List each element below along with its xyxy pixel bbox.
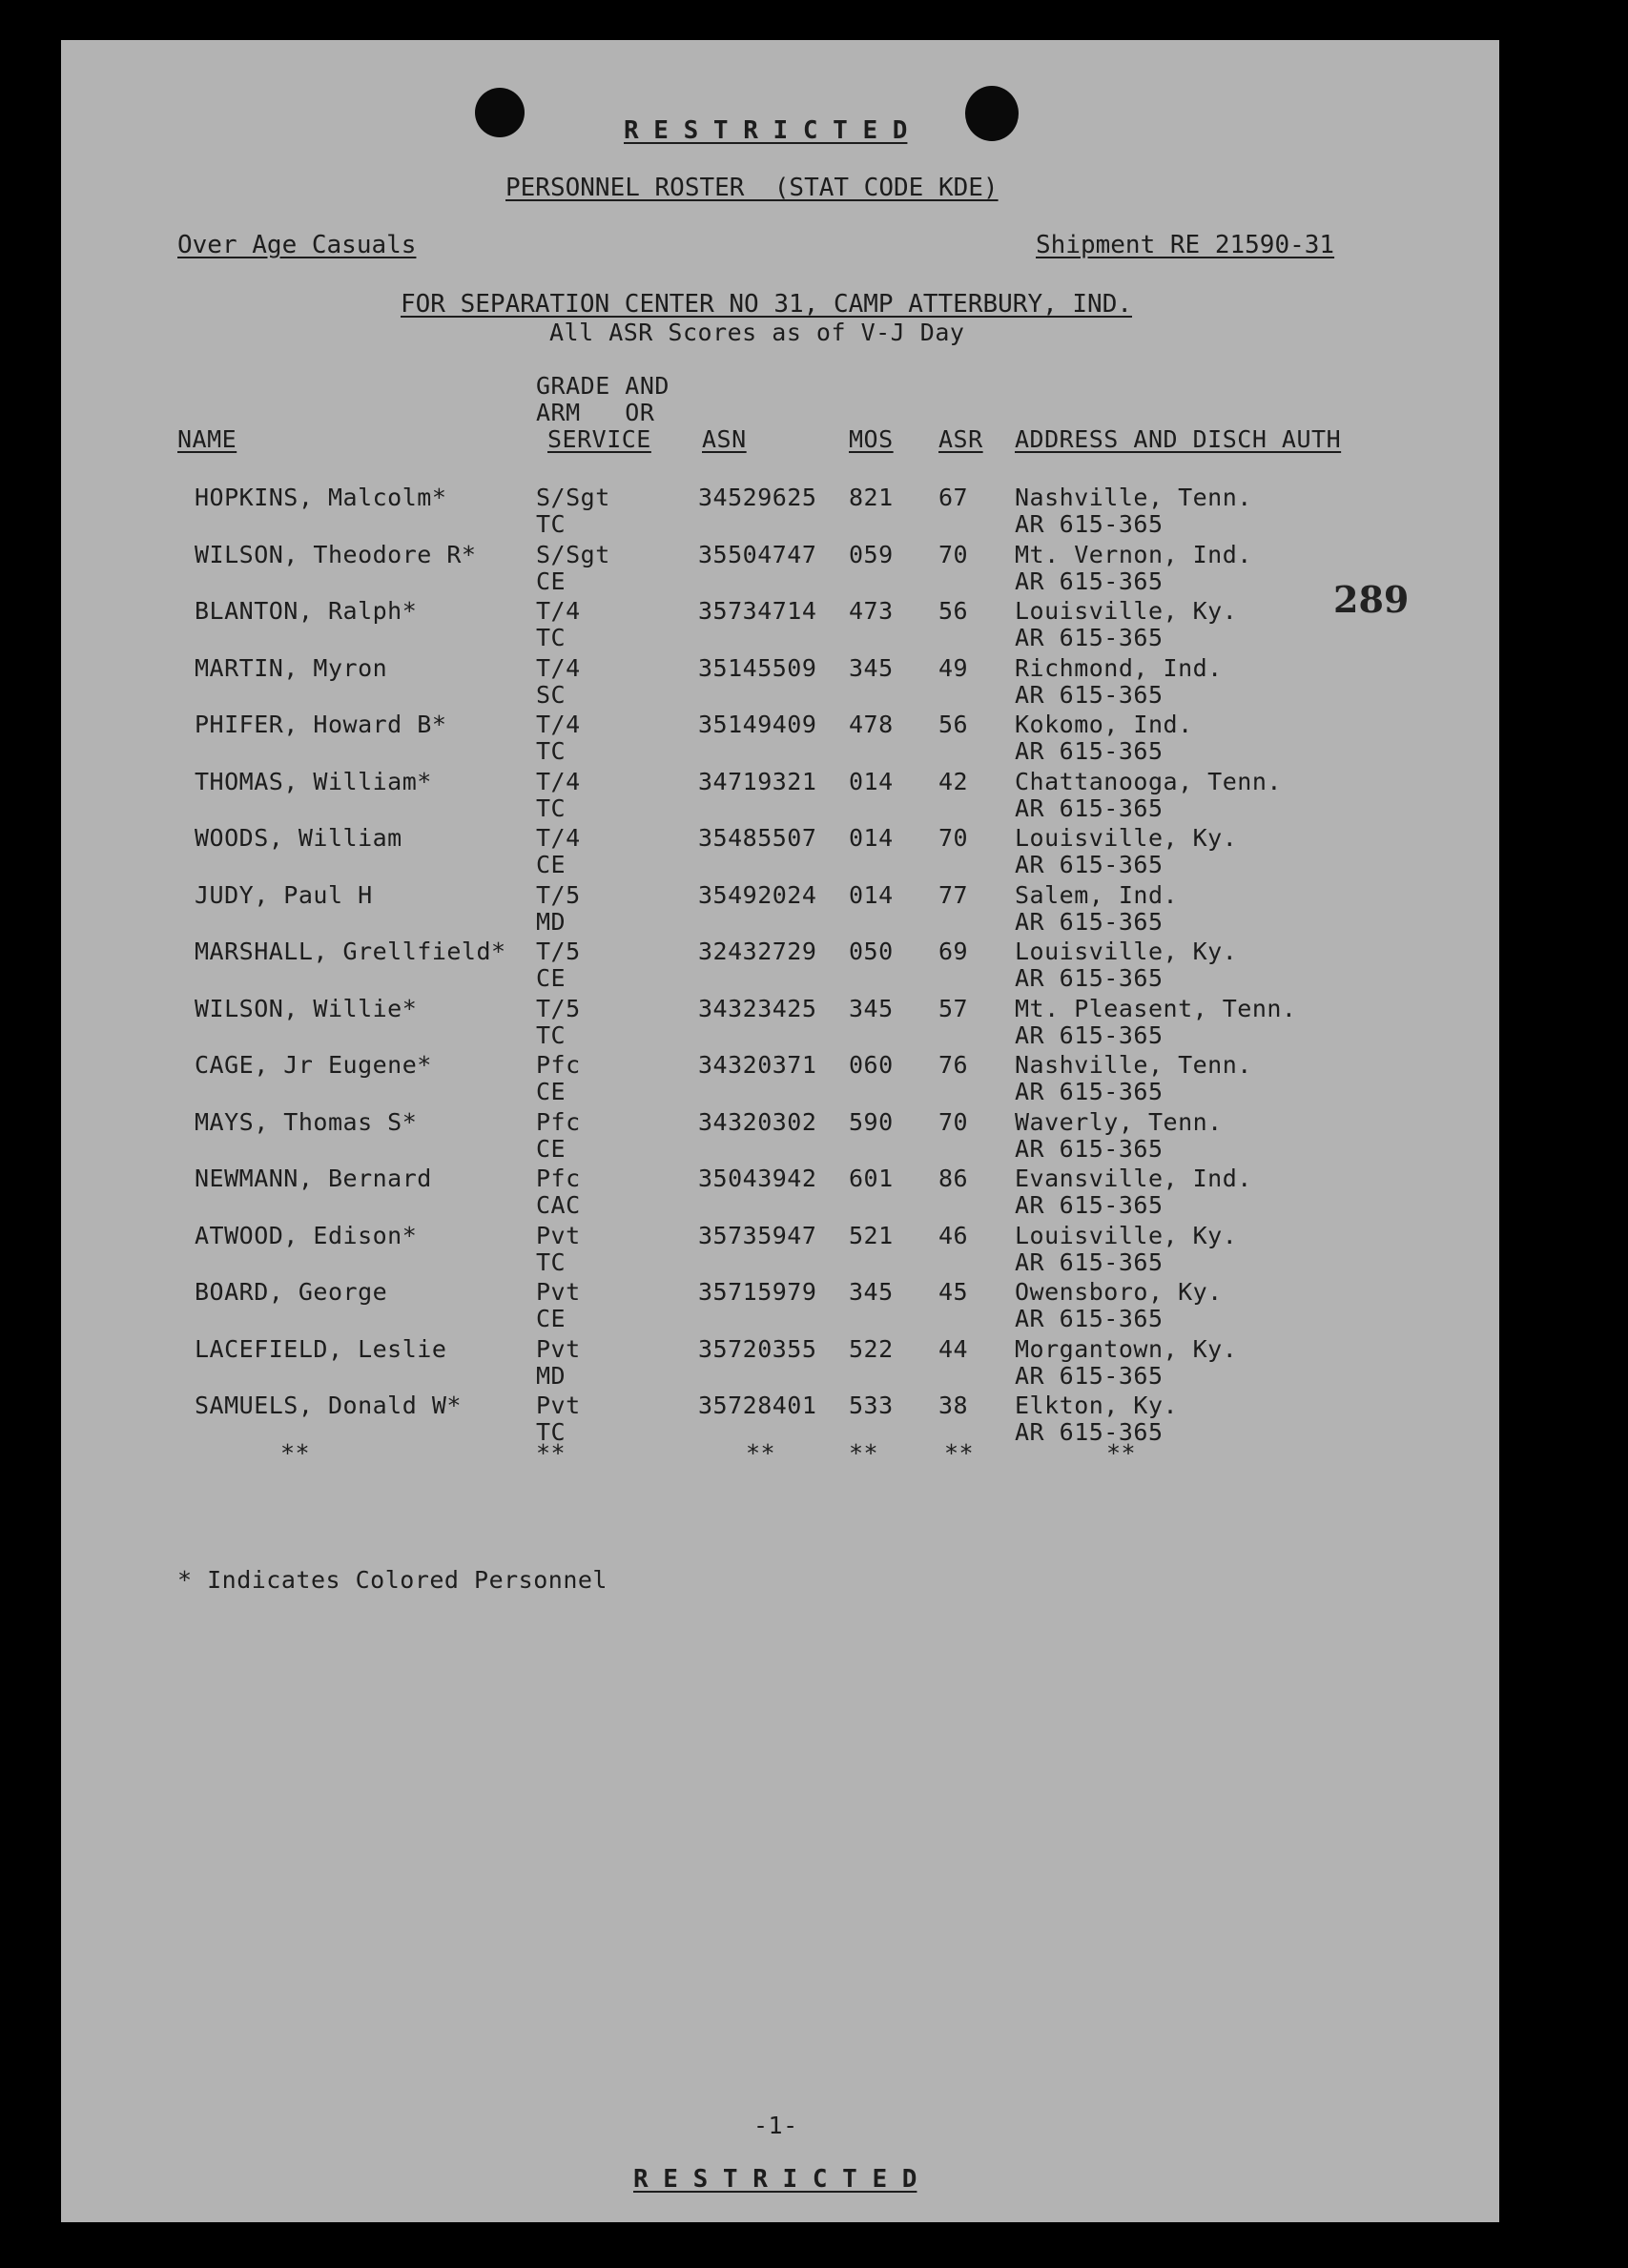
cell-auth: AR 615-365 xyxy=(1015,1361,1164,1390)
punch-hole xyxy=(475,88,525,137)
cell-name: BOARD, George xyxy=(195,1278,388,1306)
page-number: -1- xyxy=(753,2112,798,2139)
end-mark-mos: ** xyxy=(849,1438,879,1467)
column-header-asr: ASR xyxy=(938,425,983,453)
cell-mos: 050 xyxy=(849,938,894,965)
cell-asn: 35715979 xyxy=(698,1278,817,1306)
cell-auth: AR 615-365 xyxy=(1015,624,1164,651)
cell-mos: 521 xyxy=(849,1221,894,1249)
cell-arm: TC xyxy=(536,1418,567,1446)
cell-asr: 70 xyxy=(938,1107,969,1136)
cell-auth: AR 615-365 xyxy=(1015,907,1164,936)
cell-arm: TC xyxy=(536,794,567,822)
cell-auth: AR 615-365 xyxy=(1015,1247,1164,1276)
cell-name: NEWMANN, Bernard xyxy=(195,1165,432,1192)
cell-name: BLANTON, Ralph* xyxy=(195,597,418,625)
cell-name: LACEFIELD, Leslie xyxy=(195,1334,447,1363)
cell-mos: 522 xyxy=(849,1334,894,1363)
cell-asr: 69 xyxy=(938,938,969,965)
cell-arm: TC xyxy=(536,1247,567,1276)
cell-asr: 42 xyxy=(938,767,969,795)
cell-asr: 38 xyxy=(938,1392,969,1419)
cell-address: Nashville, Tenn. xyxy=(1015,484,1252,511)
cell-arm: TC xyxy=(536,737,567,765)
cell-address: Louisville, Ky. xyxy=(1015,824,1238,852)
cell-asn: 34529625 xyxy=(698,484,817,511)
end-mark-name: ** xyxy=(280,1438,311,1467)
cell-mos: 345 xyxy=(849,653,894,682)
cell-auth: AR 615-365 xyxy=(1015,567,1164,595)
cell-grade: Pvt xyxy=(536,1334,581,1363)
group-label: Over Age Casuals xyxy=(177,231,417,259)
column-header-name: NAME xyxy=(177,425,237,453)
cell-name: MAYS, Thomas S* xyxy=(195,1107,418,1136)
cell-asr: 56 xyxy=(938,597,969,625)
cell-grade: Pfc xyxy=(536,1107,581,1136)
cell-asr: 44 xyxy=(938,1334,969,1363)
cell-arm: TC xyxy=(536,510,567,538)
cell-asn: 35735947 xyxy=(698,1221,817,1249)
cell-grade: Pfc xyxy=(536,1051,581,1079)
cell-mos: 014 xyxy=(849,767,894,795)
cell-mos: 478 xyxy=(849,711,894,738)
cell-arm: MD xyxy=(536,1361,567,1390)
cell-name: PHIFER, Howard B* xyxy=(195,711,447,738)
cell-grade: T/4 xyxy=(536,824,581,852)
cell-address: Nashville, Tenn. xyxy=(1015,1051,1252,1079)
cell-asn: 35504747 xyxy=(698,540,817,568)
cell-grade: Pvt xyxy=(536,1221,581,1249)
column-header-grade-1: GRADE AND xyxy=(536,372,670,400)
cell-asn: 35485507 xyxy=(698,824,817,852)
end-mark-asn: ** xyxy=(746,1438,776,1467)
cell-address: Louisville, Ky. xyxy=(1015,597,1238,625)
cell-name: ATWOOD, Edison* xyxy=(195,1221,418,1249)
cell-arm: CE xyxy=(536,567,567,595)
cell-grade: T/5 xyxy=(536,880,581,909)
cell-mos: 060 xyxy=(849,1051,894,1079)
cell-grade: T/5 xyxy=(536,994,581,1022)
cell-asn: 35043942 xyxy=(698,1165,817,1192)
cell-name: JUDY, Paul H xyxy=(195,880,373,909)
cell-grade: T/4 xyxy=(536,767,581,795)
cell-mos: 014 xyxy=(849,880,894,909)
cell-grade: T/4 xyxy=(536,597,581,625)
end-mark-grade: ** xyxy=(536,1438,567,1467)
cell-address: Waverly, Tenn. xyxy=(1015,1107,1223,1136)
end-mark-asr: ** xyxy=(944,1438,975,1467)
cell-auth: AR 615-365 xyxy=(1015,737,1164,765)
cell-auth: AR 615-365 xyxy=(1015,964,1164,992)
cell-asr: 46 xyxy=(938,1221,969,1249)
classification-bottom: R E S T R I C T E D xyxy=(633,2165,917,2194)
cell-address: Chattanooga, Tenn. xyxy=(1015,767,1282,795)
cell-arm: MD xyxy=(536,907,567,936)
cell-arm: CAC xyxy=(536,1191,581,1219)
roster-title: PERSONNEL ROSTER (STAT CODE KDE) xyxy=(505,174,999,202)
cell-asr: 86 xyxy=(938,1165,969,1192)
cell-auth: AR 615-365 xyxy=(1015,1078,1164,1105)
cell-asn: 35149409 xyxy=(698,711,817,738)
cell-grade: T/5 xyxy=(536,938,581,965)
cell-name: THOMAS, William* xyxy=(195,767,432,795)
destination-line: FOR SEPARATION CENTER NO 31, CAMP ATTERBURY, IND. xyxy=(401,290,1133,319)
cell-grade: T/4 xyxy=(536,653,581,682)
cell-mos: 590 xyxy=(849,1107,894,1136)
cell-address: Morgantown, Ky. xyxy=(1015,1334,1238,1363)
cell-grade: T/4 xyxy=(536,711,581,738)
column-header-address: ADDRESS AND DISCH AUTH xyxy=(1015,425,1342,453)
cell-address: Mt. Vernon, Ind. xyxy=(1015,540,1252,568)
cell-asn: 34320371 xyxy=(698,1051,817,1079)
cell-arm: TC xyxy=(536,1021,567,1049)
punch-hole xyxy=(965,86,1019,141)
cell-mos: 059 xyxy=(849,540,894,568)
cell-arm: TC xyxy=(536,624,567,651)
cell-address: Louisville, Ky. xyxy=(1015,1221,1238,1249)
column-header-grade-3: SERVICE xyxy=(547,425,651,453)
cell-asn: 32432729 xyxy=(698,938,817,965)
cell-asr: 67 xyxy=(938,484,969,511)
cell-asn: 34320302 xyxy=(698,1107,817,1136)
cell-auth: AR 615-365 xyxy=(1015,851,1164,878)
cell-name: MARTIN, Myron xyxy=(195,653,388,682)
cell-address: Elkton, Ky. xyxy=(1015,1392,1179,1419)
cell-asr: 56 xyxy=(938,711,969,738)
cell-name: HOPKINS, Malcolm* xyxy=(195,484,447,511)
cell-asr: 57 xyxy=(938,994,969,1022)
cell-auth: AR 615-365 xyxy=(1015,794,1164,822)
cell-grade: S/Sgt xyxy=(536,484,610,511)
cell-mos: 345 xyxy=(849,1278,894,1306)
cell-name: WILSON, Willie* xyxy=(195,994,418,1022)
column-header-mos: MOS xyxy=(849,425,894,453)
cell-asr: 49 xyxy=(938,653,969,682)
cell-address: Evansville, Ind. xyxy=(1015,1165,1252,1192)
cell-name: WOODS, William xyxy=(195,824,402,852)
cell-asr: 70 xyxy=(938,824,969,852)
cell-asr: 45 xyxy=(938,1278,969,1306)
cell-asn: 35145509 xyxy=(698,653,817,682)
cell-arm: CE xyxy=(536,1078,567,1105)
cell-mos: 601 xyxy=(849,1165,894,1192)
cell-asn: 35720355 xyxy=(698,1334,817,1363)
stamp-number: 289 xyxy=(1333,578,1410,621)
cell-mos: 345 xyxy=(849,994,894,1022)
cell-asn: 34323425 xyxy=(698,994,817,1022)
end-mark-address: ** xyxy=(1106,1438,1137,1467)
cell-arm: SC xyxy=(536,680,567,709)
cell-grade: S/Sgt xyxy=(536,540,610,568)
classification-top: R E S T R I C T E D xyxy=(624,116,908,145)
cell-auth: AR 615-365 xyxy=(1015,1418,1164,1446)
cell-grade: Pvt xyxy=(536,1392,581,1419)
cell-arm: CE xyxy=(536,964,567,992)
cell-address: Owensboro, Ky. xyxy=(1015,1278,1223,1306)
cell-arm: CE xyxy=(536,1134,567,1163)
cell-auth: AR 615-365 xyxy=(1015,1191,1164,1219)
cell-arm: CE xyxy=(536,851,567,878)
cell-auth: AR 615-365 xyxy=(1015,1134,1164,1163)
asr-note: All ASR Scores as of V-J Day xyxy=(549,319,965,346)
cell-address: Richmond, Ind. xyxy=(1015,653,1223,682)
cell-name: SAMUELS, Donald W* xyxy=(195,1392,462,1419)
cell-asn: 35734714 xyxy=(698,597,817,625)
cell-mos: 014 xyxy=(849,824,894,852)
cell-address: Louisville, Ky. xyxy=(1015,938,1238,965)
cell-name: CAGE, Jr Eugene* xyxy=(195,1051,432,1079)
column-header-asn: ASN xyxy=(702,425,747,453)
cell-name: MARSHALL, Grellfield* xyxy=(195,938,506,965)
cell-auth: AR 615-365 xyxy=(1015,1021,1164,1049)
cell-name: WILSON, Theodore R* xyxy=(195,540,477,568)
cell-grade: Pvt xyxy=(536,1278,581,1306)
footnote: * Indicates Colored Personnel xyxy=(177,1566,608,1594)
cell-mos: 821 xyxy=(849,484,894,511)
cell-asr: 76 xyxy=(938,1051,969,1079)
cell-asr: 77 xyxy=(938,880,969,909)
cell-mos: 473 xyxy=(849,597,894,625)
cell-address: Salem, Ind. xyxy=(1015,880,1179,909)
cell-asr: 70 xyxy=(938,540,969,568)
cell-asn: 35492024 xyxy=(698,880,817,909)
cell-asn: 35728401 xyxy=(698,1392,817,1419)
cell-arm: CE xyxy=(536,1305,567,1332)
cell-address: Kokomo, Ind. xyxy=(1015,711,1193,738)
shipment-number: Shipment RE 21590-31 xyxy=(1036,231,1335,259)
cell-mos: 533 xyxy=(849,1392,894,1419)
cell-auth: AR 615-365 xyxy=(1015,510,1164,538)
cell-auth: AR 615-365 xyxy=(1015,1305,1164,1332)
cell-auth: AR 615-365 xyxy=(1015,680,1164,709)
column-header-grade-2: ARM OR xyxy=(536,399,655,426)
cell-address: Mt. Pleasent, Tenn. xyxy=(1015,994,1297,1022)
cell-asn: 34719321 xyxy=(698,767,817,795)
document-page xyxy=(61,40,1499,2222)
cell-grade: Pfc xyxy=(536,1165,581,1192)
